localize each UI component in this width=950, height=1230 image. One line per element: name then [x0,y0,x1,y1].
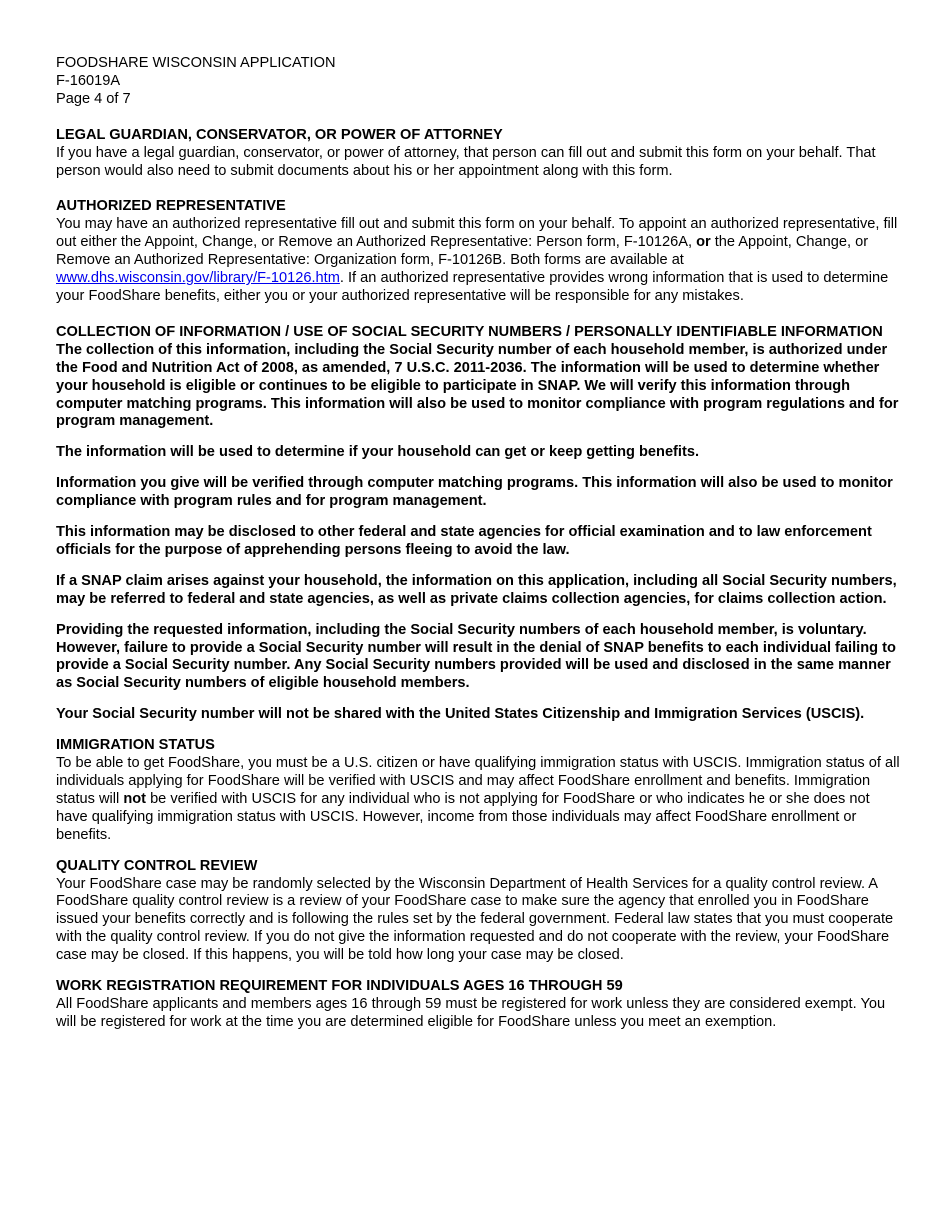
page-label: Page 4 of 7 [56,90,131,107]
collection-paragraph: This information may be disclosed to other federal and state agencies for official examination and to law enforcement officials for the purpose of apprehending persons fleeing to avoid the law. [56,524,872,558]
section-body-immigration [56,755,902,845]
collection-paragraph: Information you give will be verified through computer matching programs. This information will also be used to monitor compliance with program rules and for program management. [56,475,893,510]
section-authorized-representative [56,198,902,305]
collection-paragraph: Your Social Security number will not be shared with the United States Citizenship and Immigration Services (USCIS). [56,706,865,723]
document-page [56,55,902,1032]
section-quality-control [56,858,902,965]
section-title-legal-guardian: LEGAL GUARDIAN, CONSERVATOR, OR POWER OF ATTORNEY [56,126,503,143]
immigration-text-not: not [123,790,147,807]
section-legal-guardian [56,127,902,181]
form-title: FOODSHARE WISCONSIN APPLICATION [56,55,336,71]
document-header [56,55,902,109]
authorized-text-part2: the Appoint, Change, or Remove an Authorized Representative: Organization form, F-10126B. Both forms are available at [56,234,869,269]
collection-paragraph: Providing the requested information, including the Social Security numbers of each household member, is voluntary. However, failure to provide a Social Security number will result in the denial of SNAP benefits to each individual failing to provide a Social Security number. Any Social Security numbers provided will be used and disclosed in the same manner as Social Security numbers of eligible household members. [56,621,896,692]
authorized-text-part3: . If an authorized representative provides wrong information that is used to determine your FoodShare benefits, either you or your authorized representative will be responsible for any mistakes. [56,270,889,304]
immigration-text-part2: be verified with USCIS for any individual who is not applying for FoodShare or who indicates he or she does not have qualifying immigration status with USCIS. However, income from those individuals may affect FoodShare enrollment or benefits. [56,790,870,843]
section-body-work-registration: All FoodShare applicants and members ages 16 through 59 must be registered for work unless they are considered exempt. You will be registered for work at the time you are determined eligible for FoodShare unless you meet an exemption. [56,995,886,1030]
section-title-work-registration: WORK REGISTRATION REQUIREMENT FOR INDIVIDUALS AGES 16 THROUGH 59 [56,978,623,995]
immigration-text-part1: To be able to get FoodShare, you must be a U.S. citizen or have qualifying immigration status with USCIS. Immigration status of all individuals applying for FoodShare will be verified with USCIS and may affect FoodShare enrollment and benefits. Immigration status will [56,755,900,807]
section-title-immigration: IMMIGRATION STATUS [56,737,215,754]
section-work-registration [56,978,902,1032]
section-body-quality-control: Your FoodShare case may be randomly selected by the Wisconsin Department of Health Services for a quality control review. A FoodShare quality control review is a review of your FoodShare case to make sure the agency that enrolled you in FoodShare issued your benefits correctly and is following the rules set by the federal government. Federal law states that you must cooperate with the quality control review. If you do not give the information requested and do not cooperate with the review, your FoodShare case may be closed. If this happens, you will be told how long your case may be closed. [56,875,894,964]
section-title-authorized-representative: AUTHORIZED REPRESENTATIVE [56,198,286,215]
section-title-quality-control: QUALITY CONTROL REVIEW [56,857,258,874]
section-collection-of-information [56,324,902,724]
section-immigration-status [56,737,902,844]
collection-paragraph: If a SNAP claim arises against your household, the information on this application, including all Social Security numbers, may be referred to federal and state agencies, as well as private claims collection agencies, for claims collection action. [56,572,897,607]
form-number: F-16019A [56,72,121,89]
authorized-text-or: or [696,234,711,251]
section-body-legal-guardian: If you have a legal guardian, conservator, or power of attorney, that person can fill out and submit this form on your behalf. That person would also need to submit documents about his or her appointment along with this form. [56,144,876,179]
collection-paragraph: The information will be used to determine if your household can get or keep getting benefits. [56,444,700,461]
section-body-authorized-representative [56,216,902,306]
section-title-collection: COLLECTION OF INFORMATION / USE OF SOCIAL SECURITY NUMBERS / PERSONALLY IDENTIFIABLE INFORMATION [56,323,883,340]
authorized-text-part1: You may have an authorized representative fill out and submit this form on your behalf. To appoint an authorized representative, fill out either the Appoint, Change, or Remove an Authorized Representative: Person form, F-10126A, [56,216,898,251]
collection-paragraph: The collection of this information, including the Social Security number of each household member, is authorized under the Food and Nutrition Act of 2008, as amended, 7 U.S.C. 2011-2036. The information will be used to determine whether your household is eligible or continues to be eligible to participate in SNAP. We will verify this information through computer matching programs. This information will also be used to monitor compliance with program regulations and for program management. [56,341,899,430]
forms-library-link[interactable]: www.dhs.wisconsin.gov/library/F-10126.htm [56,270,340,287]
